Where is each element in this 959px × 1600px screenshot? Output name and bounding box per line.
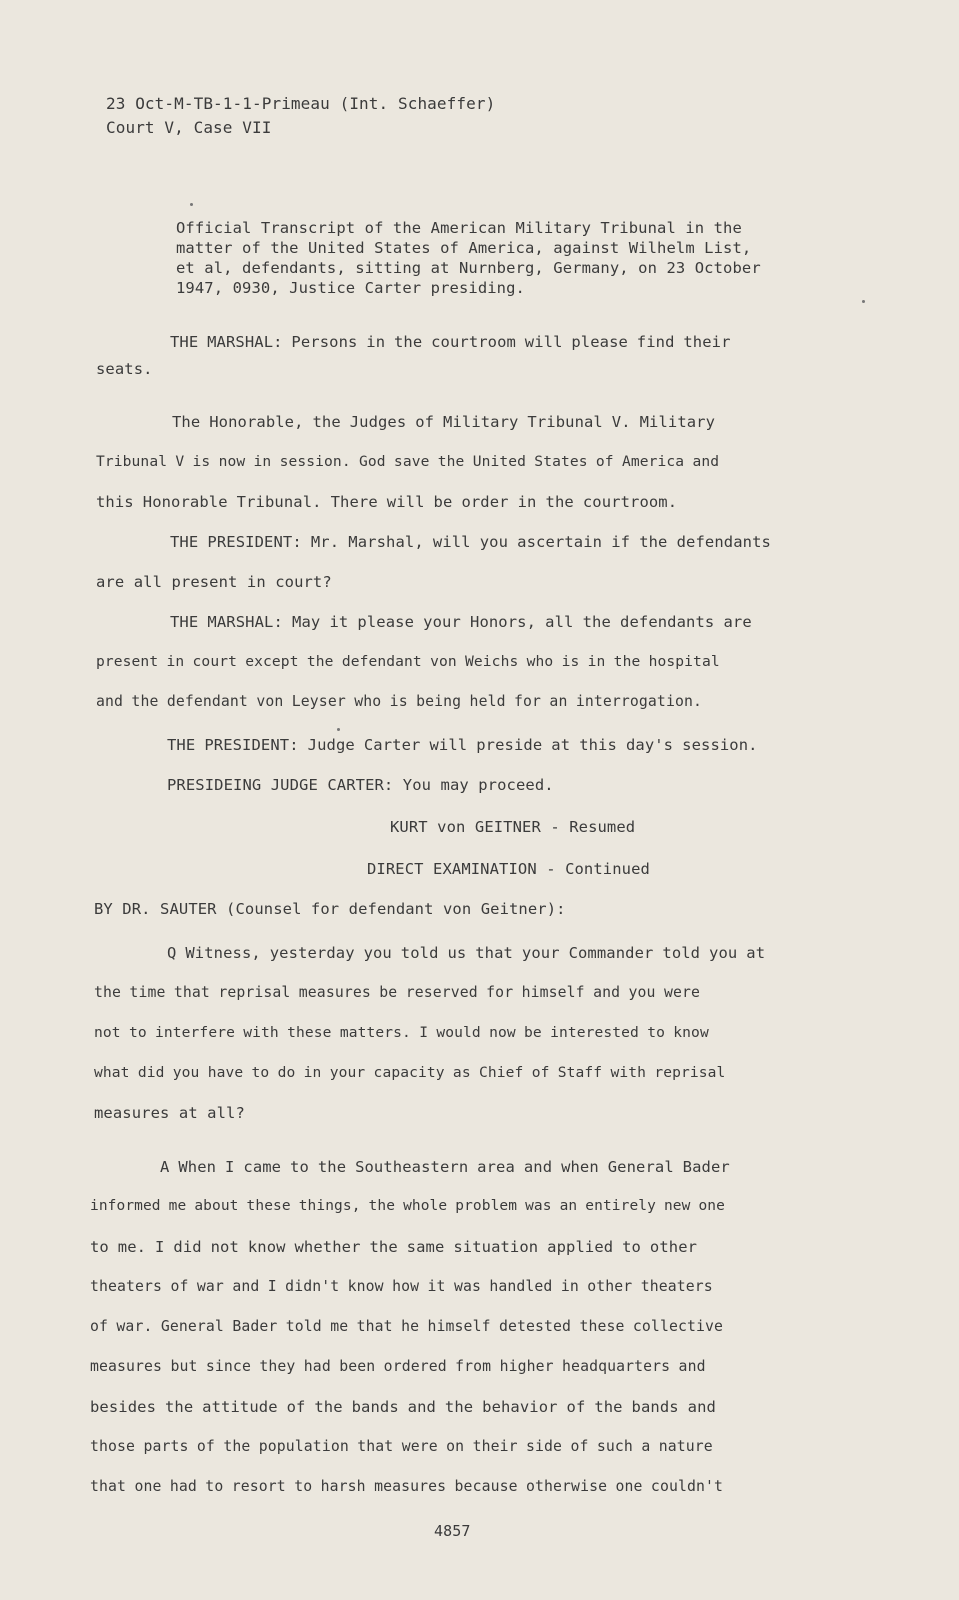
body-line: Q Witness, yesterday you told us that your Commander told you at	[167, 944, 766, 962]
body-line: measures at all?	[94, 1104, 245, 1122]
body-line: PRESIDEING JUDGE CARTER: You may proceed.	[167, 776, 554, 794]
body-line: this Honorable Tribunal. There will be order in the courtroom.	[96, 493, 678, 511]
body-line: are all present in court?	[96, 573, 332, 591]
body-line: THE PRESIDENT: Mr. Marshal, will you ascertain if the defendants	[170, 533, 771, 551]
paper-speck	[337, 728, 340, 731]
body-line: what did you have to do in your capacity as Chief of Staff with reprisal	[94, 1064, 726, 1081]
body-line: measures but since they had been ordered from higher headquarters and	[90, 1358, 706, 1375]
body-line: THE MARSHAL: May it please your Honors, all the defendants are	[170, 613, 752, 631]
body-line: seats.	[96, 360, 153, 378]
body-line: THE PRESIDENT: Judge Carter will preside at this day's session.	[167, 736, 758, 754]
body-line: the time that reprisal measures be reserved for himself and you were	[94, 984, 700, 1001]
body-line: THE MARSHAL: Persons in the courtroom will please find their	[170, 333, 731, 351]
body-line: informed me about these things, the whole problem was an entirely new one	[90, 1198, 725, 1214]
examination-heading: DIRECT EXAMINATION - Continued	[367, 860, 650, 878]
body-line: theaters of war and I didn't know how it was handled in other theaters	[90, 1278, 713, 1295]
header-line-1: 23 Oct-M-TB-1-1-Primeau (Int. Schaeffer)	[106, 94, 496, 113]
body-line: present in court except the defendant von Weichs who is in the hospital	[96, 653, 720, 670]
body-line: Tribunal V is now in session. God save the United States of America and	[96, 453, 720, 470]
body-line: and the defendant von Leyser who is being held for an interrogation.	[96, 693, 702, 710]
header-line-2: Court V, Case VII	[106, 118, 272, 137]
paper-speck	[862, 300, 865, 303]
transcript-caption: Official Transcript of the American Military Tribunal in the matter of the United States of America, against Wilhelm List, et al, defendants, sitting at Nurnberg, Germany, on 23 October 1947, 0930, Justice Carter presiding.	[176, 219, 761, 297]
paper-speck	[190, 203, 193, 206]
body-line: The Honorable, the Judges of Military Tribunal V. Military	[172, 413, 716, 431]
page-number: 4857	[434, 1522, 471, 1540]
body-line: those parts of the population that were on their side of such a nature	[90, 1438, 713, 1455]
body-line: to me. I did not know whether the same situation applied to other	[90, 1238, 698, 1256]
body-line: of war. General Bader told me that he himself detested these collective	[90, 1318, 724, 1335]
body-line: A When I came to the Southeastern area and when General Bader	[160, 1158, 730, 1176]
body-line: that one had to resort to harsh measures because otherwise one couldn't	[90, 1478, 724, 1495]
examiner-line: BY DR. SAUTER (Counsel for defendant von Geitner):	[94, 900, 566, 918]
body-line: besides the attitude of the bands and the behavior of the bands and	[90, 1398, 716, 1416]
witness-heading: KURT von GEITNER - Resumed	[390, 818, 636, 836]
body-line: not to interfere with these matters. I would now be interested to know	[94, 1024, 709, 1041]
